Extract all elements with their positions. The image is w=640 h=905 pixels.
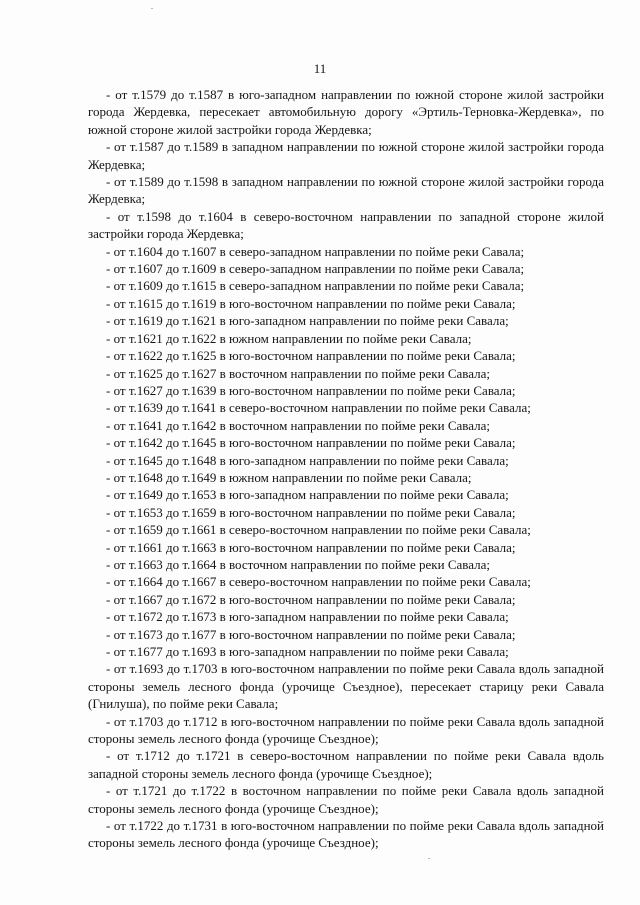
boundary-segment-entry: - от т.1625 до т.1627 в восточном направлении по пойме реки Савала; (106, 365, 490, 381)
boundary-segment-entry: - от т.1642 до т.1645 в юго-восточном направлении по пойме реки Савала; (106, 435, 516, 451)
page-number: 11 (313, 61, 327, 76)
scan-speck (428, 858, 430, 859)
boundary-segment-entry: - от т.1661 до т.1663 в юго-восточном направлении по пойме реки Савала; (106, 539, 516, 555)
boundary-segment-entry: - от т.1664 до т.1667 в северо-восточном направлении по пойме реки Савала; (106, 574, 531, 590)
boundary-segment-entry: - от т.1673 до т.1677 в юго-восточном направлении по пойме реки Савала; (106, 626, 516, 642)
boundary-segment-entry: - от т.1609 до т.1615 в северо-западном направлении по пойме реки Савала; (106, 278, 525, 294)
boundary-segment-entry: - от т.1667 до т.1672 в юго-восточном направлении по пойме реки Савала; (106, 591, 516, 607)
boundary-segment-entry: - от т.1627 до т.1639 в юго-восточном направлении по пойме реки Савала; (106, 382, 516, 398)
boundary-segment-entry: - от т.1589 до т.1598 в западном направлении по южной стороне жилой застройки города Жердевка; (88, 174, 604, 207)
boundary-segment-entry: - от т.1677 до т.1693 в юго-западном направлении по пойме реки Савала; (106, 644, 509, 659)
boundary-segment-entry: - от т.1703 до т.1712 в юго-восточном направлении по пойме реки Савала вдоль западной стороны земель лесного фонда (урочище Съездное); (88, 713, 604, 747)
boundary-segment-entry: - от т.1672 до т.1673 в юго-западном направлении по пойме реки Савала; (106, 609, 509, 625)
boundary-segment-entry: - от т.1722 до т.1731 в юго-восточном направлении по пойме реки Савала вдоль западной стороны земель лесного фонда (урочище Съездное); (88, 818, 604, 851)
boundary-segment-entry: - от т.1663 до т.1664 в восточном направлении по пойме реки Савала; (106, 556, 490, 572)
boundary-segment-entry: - от т.1619 до т.1621 в юго-западном направлении по пойме реки Савала; (106, 313, 509, 329)
boundary-segment-entry: - от т.1579 до т.1587 в юго-западном направлении по южной стороне жилой застройки города Жердевка, пересекает автомобильную дорогу «Эртиль-Терновка-Жердевка», по южной стороне жилой застройки города Жердевка; (88, 87, 604, 137)
boundary-segment-entry: - от т.1641 до т.1642 в восточном направлении по пойме реки Савала; (106, 417, 490, 433)
boundary-segment-entry: - от т.1693 до т.1703 в юго-восточном направлении по пойме реки Савала вдоль западной стороны земель лесного фонда (урочище Съездное), пересекает старицу реки Савала (Гнилуша), по пойме реки Савала; (88, 661, 604, 712)
boundary-segment-entry: - от т.1587 до т.1589 в западном направлении по южной стороне жилой застройки города Жердевка; (88, 139, 604, 172)
boundary-segment-entry: - от т.1659 до т.1661 в северо-восточном направлении по пойме реки Савала; (106, 522, 531, 538)
boundary-segment-entry: - от т.1639 до т.1641 в северо-восточном направлении по пойме реки Савала; (106, 400, 531, 416)
boundary-segment-entry: - от т.1712 до т.1721 в северо-восточном направлении по пойме реки Савала вдоль западной стороны земель лесного фонда (урочище Съездное); (88, 748, 604, 781)
boundary-segment-entry: - от т.1649 до т.1653 в юго-западном направлении по пойме реки Савала; (106, 487, 509, 503)
boundary-segment-entry: - от т.1653 до т.1659 в юго-восточном направлении по пойме реки Савала; (106, 504, 516, 520)
boundary-segment-entry: - от т.1621 до т.1622 в южном направлении по пойме реки Савала; (106, 330, 472, 346)
boundary-segment-entry: - от т.1622 до т.1625 в юго-восточном направлении по пойме реки Савала; (106, 348, 516, 364)
boundary-segment-entry: - от т.1645 до т.1648 в юго-западном направлении по пойме реки Савала; (106, 452, 509, 468)
boundary-segment-entry: - от т.1648 до т.1649 в южном направлении по пойме реки Савала; (106, 469, 472, 485)
boundary-segment-entry: - от т.1721 до т.1722 в восточном направлении по пойме реки Савала вдоль западной стороны земель лесного фонда (урочище Съездное); (88, 783, 604, 816)
boundary-segment-entry: - от т.1598 до т.1604 в северо-восточном направлении по западной стороне жилой застройки города Жердевка; (88, 208, 604, 242)
boundary-segment-entry: - от т.1604 до т.1607 в северо-западном направлении по пойме реки Савала; (106, 243, 525, 259)
scan-speck (151, 8, 153, 9)
boundary-segment-entry: - от т.1607 до т.1609 в северо-западном направлении по пойме реки Савала; (106, 261, 525, 277)
boundary-segment-entry: - от т.1615 до т.1619 в юго-восточном направлении по пойме реки Савала; (106, 295, 516, 311)
boundary-description-list (88, 86, 604, 852)
